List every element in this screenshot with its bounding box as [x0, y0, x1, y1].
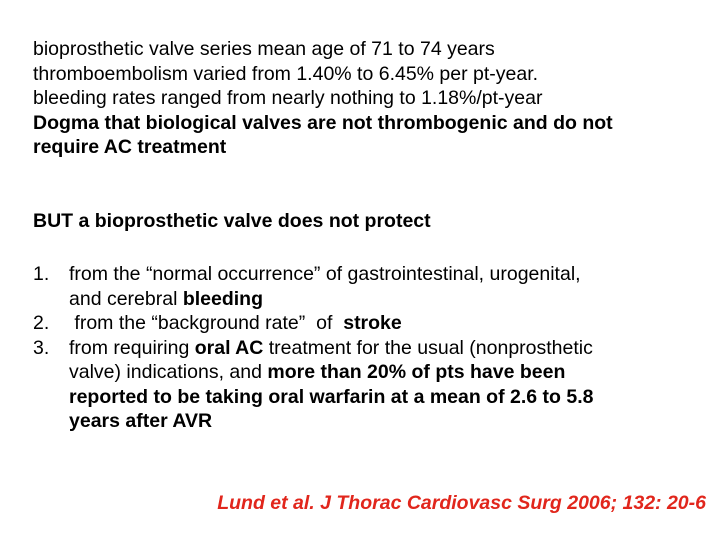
- list-item-2-text: from the “background rate” of: [69, 312, 344, 334]
- list-item-3-emphasis-a: oral AC: [194, 336, 264, 359]
- list-item-1-text: and cerebral: [69, 287, 183, 310]
- list-item: [33, 262, 693, 311]
- list-item: [33, 311, 693, 336]
- list-item-3-text-b: treatment for the usual (nonprosthetic: [263, 336, 593, 359]
- but-heading: BUT a bioprosthetic valve does not protect: [33, 210, 431, 232]
- list-item-3-text-a: from requiring: [69, 336, 195, 359]
- protection-list: [33, 262, 693, 434]
- intro-line-2: thromboembolism varied from 1.40% to 6.45% per pt-year.: [33, 62, 539, 85]
- dogma-line-2: require AC treatment: [33, 136, 227, 158]
- list-item-1-line-1: from the “normal occurrence” of gastrointestinal, urogenital,: [69, 263, 581, 285]
- list-item-2-emphasis: stroke: [343, 312, 402, 334]
- intro-block: [33, 37, 693, 160]
- list-item-3-text-c: valve) indications, and: [69, 361, 268, 383]
- list-item-2-line-1: [69, 311, 693, 336]
- list-item-1-emphasis: bleeding: [182, 287, 263, 310]
- intro-line-1: bioprosthetic valve series mean age of 71 to 74 years: [33, 38, 495, 60]
- list-item-3-line-3: reported to be taking oral warfarin at a mean of 2.6 to 5.8: [69, 385, 594, 408]
- list-number: 2.: [33, 312, 50, 334]
- list-item-3-line-1: [69, 336, 693, 361]
- list-item-3-line-4: years after AVR: [69, 410, 213, 432]
- dogma-line-1: Dogma that biological valves are not thrombogenic and do not: [33, 111, 613, 134]
- list-item: [33, 336, 693, 434]
- list-item-3-line-2: [69, 360, 693, 385]
- list-item-3-emphasis-b: more than 20% of pts have been: [267, 361, 566, 383]
- citation: Lund et al. J Thorac Cardiovasc Surg 2006; 132: 20-6: [217, 492, 706, 514]
- list-number: 3.: [33, 336, 50, 359]
- list-number: 1.: [33, 263, 50, 285]
- intro-line-3: bleeding rates ranged from nearly nothing to 1.18%/pt-year: [33, 87, 543, 109]
- list-item-1-line-2: [69, 287, 693, 312]
